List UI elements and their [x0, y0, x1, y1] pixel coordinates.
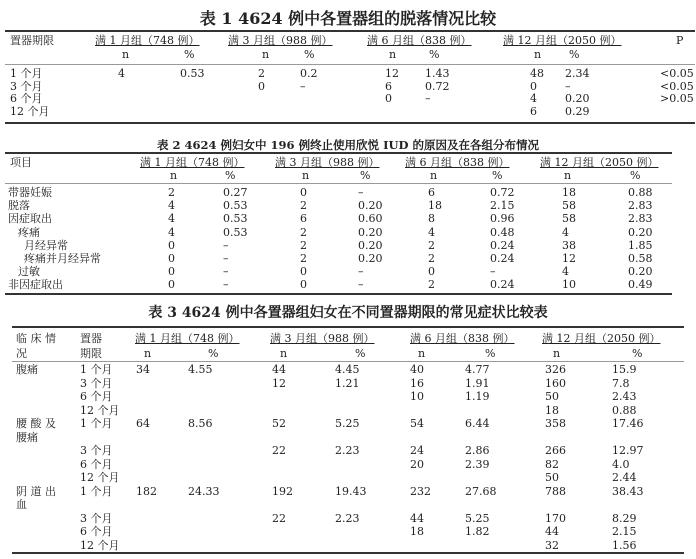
row-label: 疼痛: [18, 225, 40, 239]
table-cell: 50: [545, 390, 559, 403]
table-cell: –: [300, 79, 306, 93]
table-cell: 0.2: [300, 67, 318, 80]
table-cell: 1.56: [612, 538, 637, 552]
table-cell: 2.15: [612, 525, 637, 538]
period-label: 6 个月: [80, 457, 113, 471]
table-cell: 4.45: [335, 363, 360, 376]
table-cell: 0.20: [358, 225, 383, 239]
table-cell: 0.96: [490, 212, 515, 226]
table-cell: –: [223, 238, 229, 252]
table-cell: 0.49: [628, 278, 653, 292]
table-cell: 1.82: [465, 525, 490, 538]
row-label: 因症取出: [8, 212, 52, 226]
table2-bottom-rule: [5, 293, 672, 295]
table1-bottom-rule: [5, 122, 695, 124]
period-label: 1 个月: [80, 363, 113, 376]
table-cell: 17.46: [612, 417, 644, 430]
sub-header: %: [632, 347, 643, 360]
table-cell: 2.23: [335, 511, 360, 525]
table-cell: 4: [562, 265, 569, 279]
sub-header: n: [170, 169, 178, 182]
group-header: 满 12 月组（2050 例）: [540, 156, 659, 169]
table-cell: 18: [428, 199, 442, 213]
table-cell: 10: [562, 278, 576, 292]
table1-top-rule: [5, 30, 695, 32]
table-cell: 358: [545, 417, 566, 430]
table-cell: 0: [428, 265, 435, 279]
table-cell: 2.15: [490, 199, 515, 213]
table-cell: 2: [428, 238, 435, 252]
table-cell: 0.53: [180, 67, 205, 80]
table-cell: 22: [272, 511, 286, 525]
table-cell: 2.83: [628, 199, 653, 213]
table-cell: 2.86: [465, 444, 490, 457]
p-value: <0.05: [660, 79, 694, 93]
row-label: 带器妊娠: [8, 186, 52, 199]
table-cell: 18: [562, 186, 576, 199]
table-cell: 0.48: [490, 225, 515, 239]
group-header: 满 1 月组（748 例）: [140, 156, 245, 169]
group-header: 满 3 月组（988 例）: [275, 156, 380, 169]
table-cell: 0.88: [612, 403, 637, 417]
table-cell: 8.56: [188, 417, 213, 430]
table-cell: 6: [300, 212, 307, 226]
table-cell: 0.88: [628, 186, 653, 199]
table-cell: 0: [168, 252, 175, 265]
table-cell: 0.72: [490, 186, 515, 199]
table3-bottom-rule: [12, 552, 684, 554]
table-cell: 18: [410, 525, 424, 538]
table-cell: 64: [136, 417, 150, 430]
table-cell: 82: [545, 457, 559, 471]
table-cell: 1.19: [465, 390, 490, 403]
table-cell: 4.55: [188, 363, 213, 376]
table-cell: 12: [562, 252, 576, 265]
table-cell: 0.24: [490, 252, 515, 265]
sub-header: %: [630, 169, 641, 182]
table-cell: 20: [410, 457, 424, 471]
p-value: <0.05: [660, 67, 694, 80]
table-cell: 19.43: [335, 484, 367, 498]
row-label: 非因症取出: [8, 278, 63, 292]
table-cell: 4: [428, 225, 435, 239]
table-cell: 0.53: [223, 212, 248, 226]
table-cell: 4: [562, 225, 569, 239]
sub-header: %: [429, 48, 440, 61]
period-label: 3 个月: [80, 376, 113, 390]
sub-header: %: [569, 48, 580, 61]
table-cell: 2.83: [628, 212, 653, 226]
table-cell: 170: [545, 511, 566, 525]
sub-header: %: [360, 169, 371, 182]
sub-header: n: [534, 48, 542, 61]
sub-header: n: [389, 48, 397, 61]
table-cell: 0.53: [223, 225, 248, 239]
row-label: 3 个月: [10, 79, 43, 93]
table-cell: 54: [410, 417, 424, 430]
table3-header-rule: [12, 361, 684, 362]
table-cell: 0: [300, 278, 307, 292]
group-header: 满 6 月组（838 例）: [405, 156, 510, 169]
table-cell: 58: [562, 199, 576, 213]
table-cell: 2.44: [612, 471, 637, 484]
group-header: 满 6 月组（838 例）: [410, 332, 515, 345]
p-header: P: [676, 34, 684, 47]
table-cell: 0.20: [358, 238, 383, 252]
table-cell: 6: [530, 104, 537, 118]
table-cell: 2.23: [335, 444, 360, 457]
table1-title: 表 1 4624 例中各置器组的脱落情况比较: [199, 9, 497, 28]
table-cell: 0: [530, 79, 537, 93]
table-cell: 0: [168, 265, 175, 279]
sub-header: %: [304, 48, 315, 61]
group-header: 满 3 月组（988 例）: [270, 332, 375, 345]
table-cell: 2: [258, 67, 265, 80]
table-cell: 232: [410, 484, 431, 498]
table3-top-rule: [12, 326, 684, 328]
table-cell: 16: [410, 376, 424, 390]
period-label: 1 个月: [80, 484, 113, 498]
table-cell: 4: [168, 212, 175, 226]
table-cell: 1.43: [425, 67, 450, 80]
table-cell: 44: [545, 525, 559, 538]
table-cell: –: [223, 278, 229, 292]
group-header: 满 3 月组（988 例）: [228, 34, 333, 47]
table-cell: 4: [530, 92, 537, 105]
group-header: 满 1 月组（748 例）: [95, 34, 200, 47]
period-label: 12 个月: [80, 403, 120, 417]
table-cell: 0.72: [425, 79, 450, 93]
table-cell: 6: [385, 79, 392, 93]
table-cell: –: [358, 186, 364, 199]
table-cell: 0.24: [490, 278, 515, 292]
table-cell: 50: [545, 471, 559, 484]
table-cell: 8.29: [612, 511, 637, 525]
group-header: 满 12 月组（2050 例）: [503, 34, 622, 47]
table2-top-rule: [5, 152, 672, 154]
symptom-label: 阴 道 出: [16, 484, 56, 498]
table-cell: 32: [545, 538, 559, 552]
symptom-label: 腰痛: [16, 430, 38, 444]
table-cell: 4.0: [612, 457, 630, 471]
sub-header: n: [280, 347, 288, 360]
table-cell: 12: [385, 67, 399, 80]
table-cell: 788: [545, 484, 566, 498]
sub-header: n: [418, 347, 426, 360]
sub-header: %: [208, 347, 219, 360]
p-value: >0.05: [660, 92, 694, 105]
sub-header: %: [492, 169, 503, 182]
table-cell: 18: [545, 403, 559, 417]
table-cell: 0.20: [628, 265, 653, 279]
period-label: 3 个月: [80, 511, 113, 525]
sub-header: n: [564, 169, 572, 182]
sub-header: n: [122, 48, 130, 61]
sub-header: %: [355, 347, 366, 360]
table-cell: 2: [300, 199, 307, 213]
symptom-label: 腹痛: [16, 363, 38, 376]
table-cell: 6: [428, 186, 435, 199]
table-cell: 44: [410, 511, 424, 525]
table2-title: 表 2 4624 例妇女中 196 例终止使用欣悦 IUD 的原因及在各组分布情况: [157, 138, 539, 152]
table-cell: 12: [272, 376, 286, 390]
table-cell: 2.43: [612, 390, 637, 403]
table-cell: 0: [258, 79, 265, 93]
table-cell: –: [358, 278, 364, 292]
table-cell: 52: [272, 417, 286, 430]
period-label: 12 个月: [80, 471, 120, 484]
table-cell: 0: [300, 265, 307, 279]
table1-header-rule: [5, 64, 695, 65]
table-cell: 0: [168, 278, 175, 292]
col-header: 况: [16, 347, 27, 360]
table-cell: 266: [545, 444, 566, 457]
period-label: 6 个月: [80, 390, 113, 403]
table-cell: 2: [300, 252, 307, 265]
table-cell: 1.91: [465, 376, 490, 390]
table-cell: 5.25: [465, 511, 490, 525]
table-cell: 4.77: [465, 363, 490, 376]
table-cell: 192: [272, 484, 293, 498]
table-cell: 1.21: [335, 376, 360, 390]
table-cell: 160: [545, 376, 566, 390]
table-cell: 48: [530, 67, 544, 80]
col-header: 临 床 情: [16, 332, 56, 345]
table-cell: 2: [300, 238, 307, 252]
table-cell: 0.60: [358, 212, 383, 226]
table-cell: 0.20: [628, 225, 653, 239]
table-cell: 2.34: [565, 67, 590, 80]
row-label: 疼痛并月经异常: [24, 252, 101, 265]
table-cell: 0.53: [223, 199, 248, 213]
table-cell: 38.43: [612, 484, 644, 498]
table-cell: 40: [410, 363, 424, 376]
table-cell: 12.97: [612, 444, 644, 457]
table-cell: 22: [272, 444, 286, 457]
table-cell: 0.29: [565, 104, 590, 118]
table-cell: 2: [300, 225, 307, 239]
row-label: 月经异常: [24, 238, 68, 252]
table-cell: –: [358, 265, 364, 279]
table-cell: 38: [562, 238, 576, 252]
row-label: 12 个月: [10, 104, 50, 118]
table-cell: 0.20: [358, 199, 383, 213]
group-header: 满 6 月组（838 例）: [367, 34, 472, 47]
sub-header: %: [225, 169, 236, 182]
sub-header: n: [553, 347, 561, 360]
sub-header: n: [430, 169, 438, 182]
table-cell: 326: [545, 363, 566, 376]
table-cell: –: [223, 265, 229, 279]
table-cell: 2.39: [465, 457, 490, 471]
table-cell: –: [490, 265, 496, 279]
table-cell: 2: [428, 278, 435, 292]
table-cell: 15.9: [612, 363, 637, 376]
table-cell: 0.20: [358, 252, 383, 265]
table-cell: 0.58: [628, 252, 653, 265]
table3-title: 表 3 4624 例中各置器组妇女在不同置器期限的常见症状比较表: [148, 305, 548, 321]
table-cell: 0.27: [223, 186, 248, 199]
row-header: 项目: [10, 156, 32, 169]
table-cell: –: [223, 252, 229, 265]
table-cell: 0.24: [490, 238, 515, 252]
symptom-label: 血: [16, 498, 27, 511]
period-label: 12 个月: [80, 538, 120, 552]
table-cell: –: [425, 92, 431, 105]
table-cell: 0: [168, 238, 175, 252]
table-cell: 1.85: [628, 238, 653, 252]
row-header: 置器期限: [10, 34, 54, 47]
sub-header: n: [302, 169, 310, 182]
table-cell: 2: [168, 186, 175, 199]
table-cell: 24.33: [188, 484, 220, 498]
row-label: 1 个月: [10, 67, 43, 80]
sub-header: %: [184, 48, 195, 61]
group-header: 满 1 月组（748 例）: [135, 332, 240, 345]
table-cell: 6.44: [465, 417, 490, 430]
sub-header: %: [485, 347, 496, 360]
table-cell: 27.68: [465, 484, 497, 498]
col-header: 置器: [80, 332, 102, 345]
table-cell: 58: [562, 212, 576, 226]
table-cell: 182: [136, 484, 157, 498]
table-cell: 0: [300, 186, 307, 199]
table-cell: 44: [272, 363, 286, 376]
col-header: 期限: [80, 347, 102, 360]
period-label: 1 个月: [80, 417, 113, 430]
table-cell: 4: [168, 225, 175, 239]
row-label: 过敏: [18, 265, 40, 279]
table-cell: 2: [428, 252, 435, 265]
table-cell: 5.25: [335, 417, 360, 430]
table-cell: 7.8: [612, 376, 630, 390]
table2-header-rule: [5, 183, 672, 184]
table-cell: 0.20: [565, 92, 590, 105]
table-cell: 4: [118, 67, 125, 80]
symptom-label: 腰 酸 及: [16, 417, 56, 430]
group-header: 满 12 月组（2050 例）: [542, 332, 661, 345]
sub-header: n: [262, 48, 270, 61]
period-label: 3 个月: [80, 444, 113, 457]
row-label: 6 个月: [10, 92, 43, 105]
table-cell: 34: [136, 363, 150, 376]
table-cell: 0: [385, 92, 392, 105]
table-cell: 24: [410, 444, 424, 457]
row-label: 脱落: [8, 199, 30, 213]
table-cell: 10: [410, 390, 424, 403]
table-cell: –: [565, 79, 571, 93]
sub-header: n: [144, 347, 152, 360]
period-label: 6 个月: [80, 525, 113, 538]
table-cell: 8: [428, 212, 435, 226]
table-cell: 4: [168, 199, 175, 213]
